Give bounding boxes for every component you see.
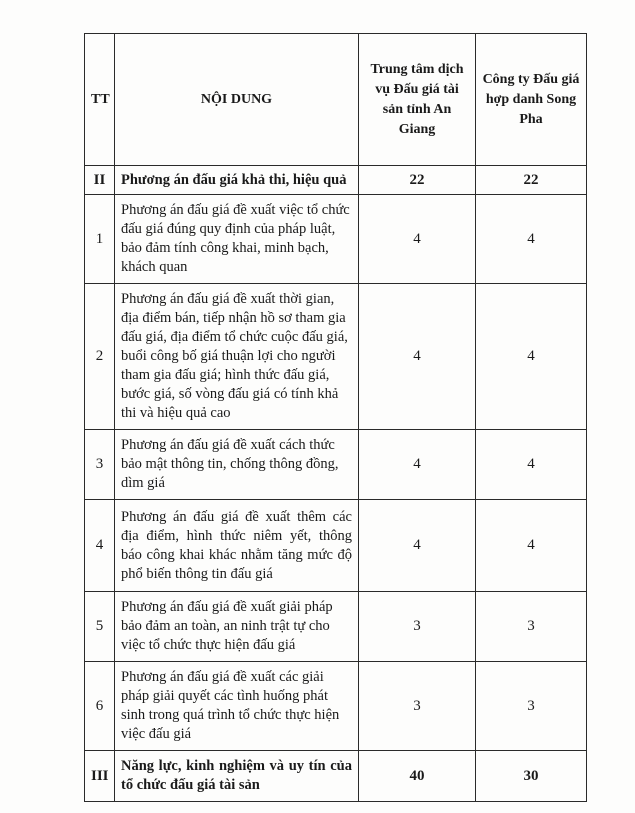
table-row — [85, 195, 587, 284]
table-header-row — [85, 34, 587, 166]
row-tt: 2 — [85, 284, 115, 430]
row-score-b: 4 — [476, 195, 587, 284]
header-content: NỘI DUNG — [115, 34, 359, 166]
table-row — [85, 500, 587, 592]
row-content-text: Phương án đấu giá đề xuất việc tổ chức đấu giá đúng quy định của pháp luật, bảo đảm tính công khai, minh bạch, khách quan — [121, 202, 350, 275]
row-content-text: Phương án đấu giá đề xuất thêm các địa điểm, hình thức niêm yết, thông báo công khai khác nhằm tăng mức độ phổ biến thông tin đấu giá — [121, 508, 352, 582]
section-label: Phương án đấu giá khả thi, hiệu quả — [115, 166, 359, 195]
row-score-a: 3 — [359, 592, 476, 662]
row-score-a: 4 — [359, 500, 476, 592]
section-label: Năng lực, kinh nghiệm và uy tín của tổ chức đấu giá tài sản — [115, 751, 359, 802]
section-score-a: 40 — [359, 751, 476, 802]
row-content-text: Phương án đấu giá đề xuất các giải pháp giải quyết các tình huống phát sinh trong quá trình tổ chức thực hiện việc đấu giá — [121, 669, 340, 742]
row-tt: 5 — [85, 592, 115, 662]
section-row — [85, 751, 587, 802]
header-tt: TT — [85, 34, 115, 166]
row-content-text: Phương án đấu giá đề xuất thời gian, địa điểm bán, tiếp nhận hồ sơ tham gia đấu giá, địa điểm tổ chức cuộc đấu giá, buổi công bố giá thuận lợi cho người tham gia đấu giá; hình thức đấu giá, bước giá, số vòng đấu giá có tính khả thi và hiệu quả cao — [121, 291, 348, 421]
row-score-a: 4 — [359, 195, 476, 284]
row-content — [115, 592, 359, 662]
row-content — [115, 430, 359, 500]
table-row — [85, 284, 587, 430]
header-org-b: Công ty Đấu giá hợp danh Song Pha — [476, 34, 587, 166]
row-score-b: 3 — [476, 592, 587, 662]
table-row — [85, 592, 587, 662]
table-row — [85, 662, 587, 751]
row-score-a: 3 — [359, 662, 476, 751]
row-content — [115, 195, 359, 284]
section-tt: II — [85, 166, 115, 195]
row-content-text: Phương án đấu giá đề xuất cách thức bảo mật thông tin, chống thông đồng, dìm giá — [121, 437, 339, 491]
section-score-b: 22 — [476, 166, 587, 195]
row-content — [115, 500, 359, 592]
row-tt: 6 — [85, 662, 115, 751]
row-tt: 1 — [85, 195, 115, 284]
row-content-text: Phương án đấu giá đề xuất giải pháp bảo đảm an toàn, an ninh trật tự cho việc tổ chức thực hiện đấu giá — [121, 599, 333, 653]
evaluation-table — [84, 33, 587, 802]
row-tt: 4 — [85, 500, 115, 592]
row-score-b: 4 — [476, 430, 587, 500]
section-row — [85, 166, 587, 195]
header-org-a: Trung tâm dịch vụ Đấu giá tài sản tỉnh An Giang — [359, 34, 476, 166]
row-score-b: 3 — [476, 662, 587, 751]
section-tt: III — [85, 751, 115, 802]
row-score-a: 4 — [359, 284, 476, 430]
row-score-a: 4 — [359, 430, 476, 500]
row-tt: 3 — [85, 430, 115, 500]
row-content — [115, 284, 359, 430]
section-score-a: 22 — [359, 166, 476, 195]
row-score-b: 4 — [476, 500, 587, 592]
row-score-b: 4 — [476, 284, 587, 430]
section-score-b: 30 — [476, 751, 587, 802]
row-content — [115, 662, 359, 751]
table-row — [85, 430, 587, 500]
